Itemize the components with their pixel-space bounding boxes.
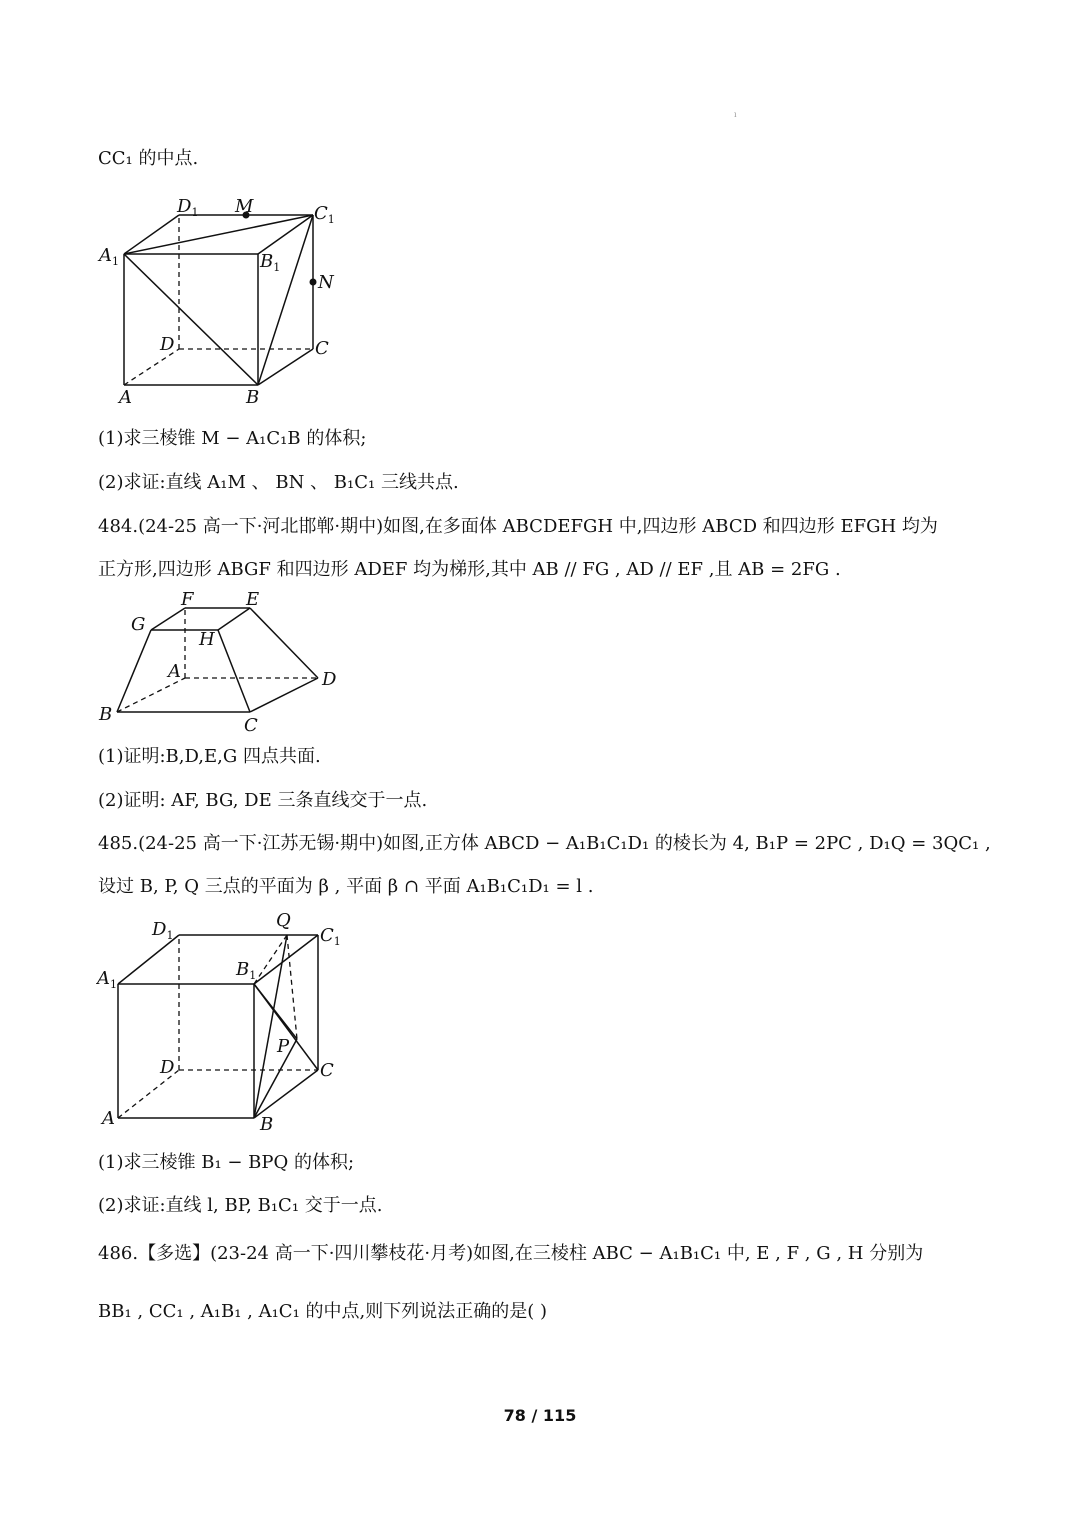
label-q: Q (276, 910, 291, 931)
page-number: 78 / 115 (503, 1406, 577, 1425)
point-n-dot (310, 279, 317, 286)
label-f: F (181, 589, 194, 610)
label-b: B (246, 387, 260, 408)
label-d1: $D_1$ (152, 919, 174, 942)
label-c1: $C_1$ (320, 925, 341, 948)
label-b: B (99, 704, 113, 725)
question-484-part-2: (2)证明: AF, BG, DE 三条直线交于一点. (98, 790, 428, 811)
question-485-part-1: (1)求三棱锥 B₁ − BPQ 的体积; (98, 1152, 355, 1173)
label-e: E (246, 589, 260, 610)
label-b: B (260, 1114, 274, 1135)
label-c: C (244, 715, 258, 736)
label-c: C (320, 1060, 334, 1081)
question-483-part-2: (2)求证:直线 A₁M 、 BN 、 B₁C₁ 三线共点. (98, 472, 459, 493)
label-b1: $B_1$ (236, 959, 257, 982)
question-484-part-1: (1)证明:B,D,E,G 四点共面. (98, 746, 321, 767)
figure-cube-mn (96, 192, 356, 412)
text-line-midpoint: CC₁ 的中点. (98, 148, 199, 169)
figure-cube-pq (96, 906, 356, 1138)
question-483-part-1: (1)求三棱锥 M − A₁C₁B 的体积; (98, 428, 367, 449)
label-a1: $A_1$ (97, 968, 117, 991)
question-485-part-2: (2)求证:直线 l, BP, B₁C₁ 交于一点. (98, 1195, 383, 1216)
question-485-heading: 485.(24-25 高一下·江苏无锡·期中)如图,正方体 ABCD − A₁B₁C₁D₁ 的棱长为 4, B₁P = 2PC , D₁Q = 3QC₁ , (98, 833, 991, 854)
question-486-heading: 486.【多选】(23-24 高一下·四川攀枝花·月考)如图,在三棱柱 ABC − A₁B₁C₁ 中, E , F , G , H 分别为 (98, 1243, 924, 1264)
label-d: D (160, 1057, 175, 1078)
label-a: A (119, 387, 132, 408)
label-h: H (199, 629, 215, 650)
label-a: A (168, 661, 181, 682)
label-n: N (318, 272, 334, 293)
label-a1: $A_1$ (99, 245, 119, 268)
label-c1: $C_1$ (314, 203, 335, 226)
figure-polyhedron (96, 586, 346, 736)
label-a: A (102, 1108, 115, 1129)
label-d: D (322, 669, 337, 690)
label-d: D (160, 334, 175, 355)
label-d1: $D_1$ (177, 196, 199, 219)
question-485-continuation: 设过 B, P, Q 三点的平面为 β , 平面 β ∩ 平面 A₁B₁C₁D₁ = l . (98, 876, 594, 897)
label-c: C (315, 338, 329, 359)
question-484-heading: 484.(24-25 高一下·河北邯郸·期中)如图,在多面体 ABCDEFGH 中,四边形 ABCD 和四边形 EFGH 均为 (98, 516, 938, 537)
label-m: M (235, 196, 254, 217)
label-b1: $B_1$ (260, 251, 281, 274)
question-486-continuation: BB₁ , CC₁ , A₁B₁ , A₁C₁ 的中点,则下列说法正确的是( ) (98, 1301, 547, 1322)
label-g: G (131, 614, 146, 635)
label-p: P (277, 1036, 290, 1057)
question-484-continuation: 正方形,四边形 ABGF 和四边形 ADEF 均为梯形,其中 AB // FG , AD // EF ,且 AB = 2FG . (98, 559, 841, 580)
page-tick-mark: ı (734, 110, 737, 119)
